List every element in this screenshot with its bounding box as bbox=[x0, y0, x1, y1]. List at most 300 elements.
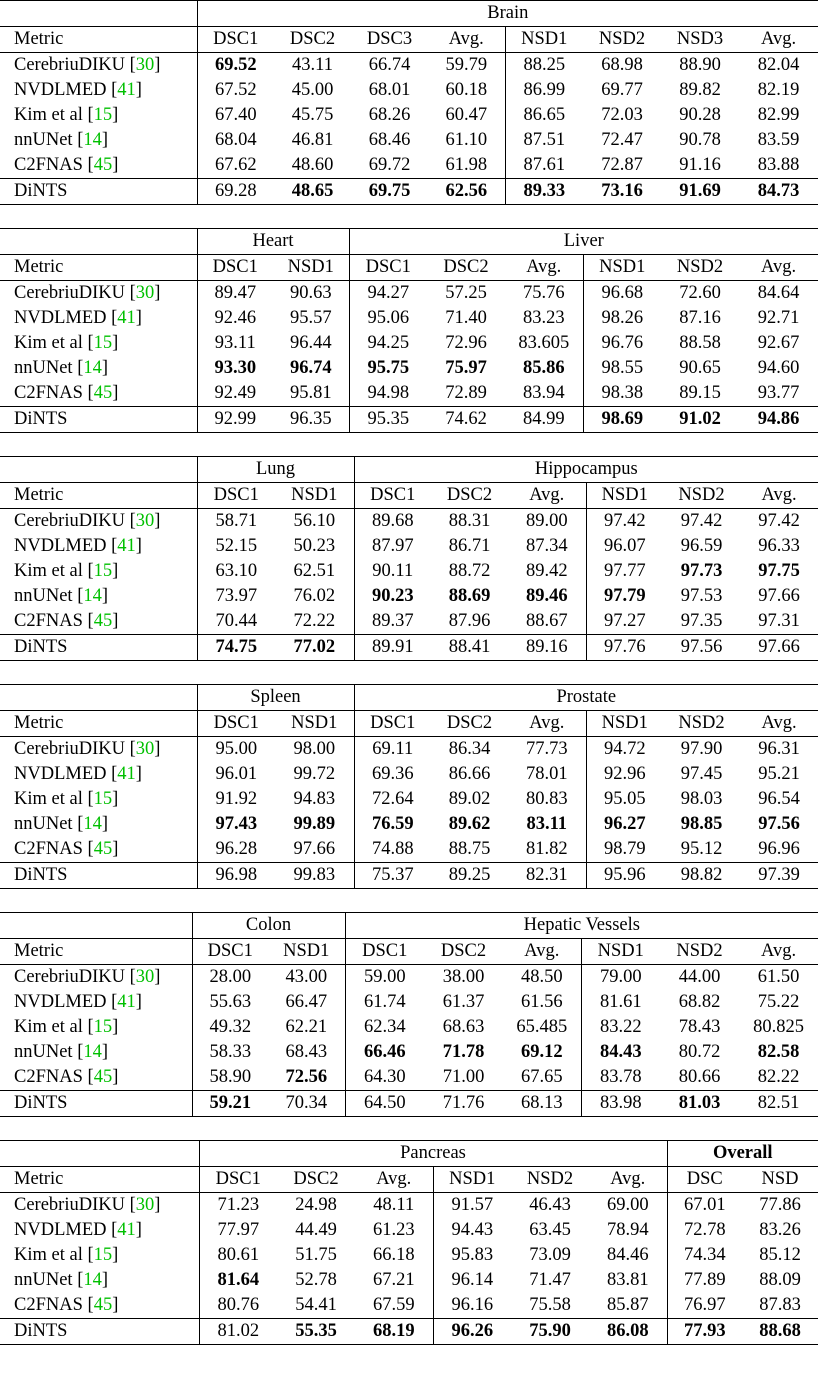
value-cell: 84.99 bbox=[505, 407, 583, 433]
value-cell: 63.45 bbox=[529, 1220, 571, 1240]
value-cell: 72.87 bbox=[601, 155, 643, 175]
method-name-cell bbox=[0, 179, 197, 205]
column-header: DSC2 bbox=[431, 711, 508, 737]
value-cell: 60.47 bbox=[445, 105, 488, 125]
table-row bbox=[0, 635, 818, 661]
table-row bbox=[0, 1065, 818, 1091]
value-cell: 96.74 bbox=[289, 358, 332, 378]
method-name-cell: nnUNet [14] bbox=[14, 358, 109, 378]
value-cell: 63.10 bbox=[197, 559, 275, 584]
citation-link[interactable]: 30 bbox=[135, 283, 155, 303]
column-header: Avg. bbox=[428, 27, 505, 53]
value-cell: 97.31 bbox=[758, 611, 800, 631]
citation-link[interactable]: 30 bbox=[135, 511, 155, 531]
method-name-cell bbox=[0, 1091, 192, 1117]
value-cell: 91.57 bbox=[433, 1193, 511, 1219]
citation-link[interactable]: 14 bbox=[83, 586, 102, 606]
method-name: CerebriuDIKU bbox=[14, 739, 125, 759]
table-row bbox=[0, 179, 818, 205]
citation-link[interactable]: 41 bbox=[117, 80, 136, 100]
value-cell: 58.33 bbox=[192, 1040, 268, 1065]
value-cell: 82.31 bbox=[508, 863, 586, 889]
value-cell: 70.44 bbox=[197, 609, 275, 635]
value-cell: 69.75 bbox=[351, 179, 428, 205]
value-cell: 72.96 bbox=[445, 333, 487, 353]
value-cell: 97.75 bbox=[758, 561, 800, 581]
value-cell: 62.56 bbox=[428, 179, 505, 205]
value-cell: 80.72 bbox=[678, 1042, 721, 1062]
value-cell: 67.59 bbox=[372, 1295, 415, 1315]
value-cell: 94.72 bbox=[586, 737, 663, 763]
citation-link[interactable]: 41 bbox=[117, 764, 136, 784]
column-header-row bbox=[0, 939, 818, 965]
value-cell: 76.02 bbox=[293, 586, 336, 606]
method-name: Kim et al bbox=[14, 333, 83, 353]
citation-link[interactable]: 45 bbox=[93, 383, 113, 403]
citation-link[interactable]: 41 bbox=[117, 992, 136, 1012]
citation-link[interactable]: 15 bbox=[93, 105, 113, 125]
value-cell: 97.43 bbox=[197, 812, 275, 837]
table-row bbox=[0, 356, 818, 381]
value-cell: 80.61 bbox=[199, 1243, 277, 1268]
table-row bbox=[0, 78, 818, 103]
value-cell: 90.63 bbox=[273, 281, 349, 307]
empty-corner-cell bbox=[0, 913, 192, 939]
value-cell: 48.65 bbox=[274, 179, 351, 205]
method-name: DiNTS bbox=[14, 865, 68, 885]
value-cell: 93.77 bbox=[757, 383, 800, 403]
value-cell: 72.60 bbox=[661, 281, 739, 307]
citation-link[interactable]: 15 bbox=[93, 561, 113, 581]
method-name: C2FNAS bbox=[14, 839, 83, 859]
citation-link[interactable]: 45 bbox=[93, 1295, 113, 1315]
value-cell: 54.41 bbox=[295, 1295, 337, 1315]
value-cell: 87.96 bbox=[448, 611, 491, 631]
method-name-cell: CerebriuDIKU [30] bbox=[0, 53, 197, 79]
value-cell: 59.00 bbox=[345, 965, 424, 991]
value-cell: 97.66 bbox=[758, 586, 800, 606]
value-cell: 48.60 bbox=[291, 155, 334, 175]
table-row bbox=[0, 534, 818, 559]
column-header: NSD1 bbox=[581, 939, 660, 965]
value-cell: 45.00 bbox=[291, 80, 334, 100]
method-name-cell: NVDLMED [41] bbox=[14, 764, 142, 784]
value-cell: 82.99 bbox=[757, 105, 800, 125]
value-cell: 96.28 bbox=[197, 837, 275, 863]
value-cell: 95.96 bbox=[586, 863, 663, 889]
method-name-cell: nnUNet [14] bbox=[14, 586, 109, 606]
value-cell: 98.79 bbox=[586, 837, 663, 863]
method-name: NVDLMED bbox=[14, 1220, 107, 1240]
column-header: NSD1 bbox=[586, 711, 663, 737]
value-cell: 72.78 bbox=[667, 1218, 742, 1243]
column-header: DSC2 bbox=[274, 27, 351, 53]
table-row bbox=[0, 306, 818, 331]
column-header: DSC1 bbox=[354, 711, 431, 737]
citation-link[interactable]: 41 bbox=[117, 308, 136, 328]
value-cell: 89.02 bbox=[448, 789, 491, 809]
citation-link[interactable]: 14 bbox=[83, 358, 102, 378]
value-cell: 96.16 bbox=[433, 1293, 511, 1319]
column-header-row bbox=[0, 1167, 818, 1193]
value-cell: 28.00 bbox=[192, 965, 268, 991]
group-header: Overall bbox=[667, 1141, 818, 1167]
citation-link[interactable]: 15 bbox=[93, 789, 113, 809]
value-cell: 95.83 bbox=[433, 1243, 511, 1268]
value-cell: 96.59 bbox=[680, 536, 723, 556]
empty-corner-cell bbox=[0, 1141, 199, 1167]
citation-link[interactable]: 14 bbox=[83, 814, 102, 834]
value-cell: 99.83 bbox=[275, 863, 354, 889]
citation-link[interactable]: 15 bbox=[93, 1017, 113, 1037]
method-name: CerebriuDIKU bbox=[14, 511, 125, 531]
column-header: Avg. bbox=[589, 1167, 667, 1193]
empty-corner-cell bbox=[0, 685, 197, 711]
group-header-row bbox=[0, 457, 818, 483]
value-cell: 94.25 bbox=[349, 331, 427, 356]
value-cell: 83.26 bbox=[759, 1220, 801, 1240]
value-cell: 95.75 bbox=[349, 356, 427, 381]
citation-link[interactable]: 41 bbox=[117, 1220, 136, 1240]
column-header: DSC3 bbox=[351, 27, 428, 53]
value-cell: 95.57 bbox=[289, 308, 332, 328]
group-header: Brain bbox=[197, 1, 818, 27]
value-cell: 97.35 bbox=[680, 611, 723, 631]
citation-link[interactable]: 45 bbox=[93, 839, 113, 859]
table-row bbox=[0, 762, 818, 787]
value-cell: 72.89 bbox=[445, 383, 487, 403]
method-name: Kim et al bbox=[14, 789, 83, 809]
citation-link[interactable]: 30 bbox=[135, 55, 155, 75]
group-header: Colon bbox=[192, 913, 345, 939]
value-cell: 69.11 bbox=[354, 737, 431, 763]
column-header: DSC2 bbox=[431, 483, 508, 509]
value-cell: 77.93 bbox=[667, 1319, 742, 1345]
value-cell: 84.43 bbox=[581, 1040, 660, 1065]
group-header-row bbox=[0, 1141, 818, 1167]
value-cell: 94.98 bbox=[349, 381, 427, 407]
value-cell: 71.40 bbox=[445, 308, 487, 328]
table-row bbox=[0, 609, 818, 635]
value-cell: 82.58 bbox=[757, 1042, 800, 1062]
value-cell: 87.16 bbox=[679, 308, 721, 328]
value-cell: 67.62 bbox=[197, 153, 274, 179]
value-cell: 87.61 bbox=[505, 153, 583, 179]
value-cell: 72.47 bbox=[601, 130, 643, 150]
value-cell: 96.76 bbox=[583, 331, 661, 356]
value-cell: 86.08 bbox=[589, 1319, 667, 1345]
column-header: DSC1 bbox=[192, 939, 268, 965]
citation-link[interactable]: 15 bbox=[93, 1245, 113, 1265]
value-cell: 89.91 bbox=[354, 635, 431, 661]
method-name-cell: CerebriuDIKU [30] bbox=[0, 509, 197, 535]
value-cell: 61.37 bbox=[442, 992, 485, 1012]
value-cell: 90.65 bbox=[679, 358, 721, 378]
value-cell: 69.52 bbox=[197, 53, 274, 79]
value-cell: 68.13 bbox=[503, 1091, 581, 1117]
value-cell: 90.11 bbox=[354, 559, 431, 584]
value-cell: 61.74 bbox=[345, 990, 424, 1015]
table-row bbox=[0, 1218, 818, 1243]
value-cell: 89.46 bbox=[525, 586, 568, 606]
value-cell: 83.23 bbox=[522, 308, 565, 328]
method-name-cell: CerebriuDIKU [30] bbox=[0, 737, 197, 763]
value-cell: 67.52 bbox=[197, 78, 274, 103]
metric-header: Metric bbox=[0, 1167, 199, 1193]
value-cell: 88.75 bbox=[448, 839, 491, 859]
value-cell: 95.81 bbox=[289, 383, 332, 403]
method-name: nnUNet bbox=[14, 1270, 73, 1290]
column-header: NSD bbox=[742, 1167, 818, 1193]
method-name-cell: C2FNAS [45] bbox=[14, 1067, 119, 1087]
metric-header: Metric bbox=[0, 255, 197, 281]
value-cell: 92.46 bbox=[197, 306, 273, 331]
value-cell: 96.68 bbox=[583, 281, 661, 307]
value-cell: 59.79 bbox=[428, 53, 505, 79]
value-cell: 96.35 bbox=[273, 407, 349, 433]
value-cell: 62.51 bbox=[293, 561, 336, 581]
method-name: Kim et al bbox=[14, 1017, 83, 1037]
value-cell: 94.83 bbox=[293, 789, 336, 809]
table-row bbox=[0, 103, 818, 128]
value-cell: 67.21 bbox=[372, 1270, 415, 1290]
group-header: Hippocampus bbox=[354, 457, 818, 483]
value-cell: 73.09 bbox=[529, 1245, 571, 1265]
table-row bbox=[0, 1293, 818, 1319]
value-cell: 51.75 bbox=[295, 1245, 337, 1265]
value-cell: 77.73 bbox=[508, 737, 586, 763]
column-header: NSD2 bbox=[661, 255, 739, 281]
citation-link[interactable]: 30 bbox=[135, 1195, 155, 1215]
value-cell: 69.72 bbox=[368, 155, 411, 175]
value-cell: 92.96 bbox=[586, 762, 663, 787]
column-header: DSC2 bbox=[277, 1167, 355, 1193]
value-cell: 98.85 bbox=[680, 814, 723, 834]
value-cell: 96.98 bbox=[197, 863, 275, 889]
value-cell: 66.46 bbox=[345, 1040, 424, 1065]
value-cell: 92.49 bbox=[197, 381, 273, 407]
value-cell: 91.69 bbox=[661, 179, 739, 205]
method-name-cell: Kim et al [15] bbox=[14, 1245, 119, 1265]
group-header: Hepatic Vessels bbox=[345, 913, 818, 939]
value-cell: 85.86 bbox=[522, 358, 565, 378]
value-cell: 75.22 bbox=[757, 992, 800, 1012]
value-cell: 80.825 bbox=[753, 1017, 804, 1037]
table-row bbox=[0, 381, 818, 407]
method-name-cell: nnUNet [14] bbox=[14, 1270, 109, 1290]
value-cell: 68.63 bbox=[442, 1017, 485, 1037]
column-header: Avg. bbox=[739, 255, 818, 281]
value-cell: 97.76 bbox=[586, 635, 663, 661]
column-header: NSD1 bbox=[583, 255, 661, 281]
column-header: DSC1 bbox=[345, 939, 424, 965]
value-cell: 68.01 bbox=[368, 80, 411, 100]
value-cell: 48.11 bbox=[355, 1193, 433, 1219]
citation-link[interactable]: 14 bbox=[83, 1270, 102, 1290]
table-row bbox=[0, 812, 818, 837]
method-name: nnUNet bbox=[14, 130, 73, 150]
value-cell: 75.58 bbox=[529, 1295, 571, 1315]
value-cell: 86.71 bbox=[448, 536, 491, 556]
method-name: CerebriuDIKU bbox=[14, 1195, 125, 1215]
value-cell: 46.81 bbox=[291, 130, 334, 150]
value-cell: 87.83 bbox=[759, 1295, 801, 1315]
value-cell: 84.64 bbox=[739, 281, 818, 307]
group-header-row bbox=[0, 685, 818, 711]
value-cell: 89.47 bbox=[197, 281, 273, 307]
value-cell: 38.00 bbox=[424, 965, 503, 991]
method-name-cell: C2FNAS [45] bbox=[14, 839, 119, 859]
column-header: DSC2 bbox=[424, 939, 503, 965]
value-cell: 98.69 bbox=[583, 407, 661, 433]
value-cell: 71.78 bbox=[442, 1042, 485, 1062]
metric-header: Metric bbox=[0, 483, 197, 509]
column-header-row bbox=[0, 255, 818, 281]
value-cell: 94.86 bbox=[739, 407, 818, 433]
value-cell: 88.41 bbox=[431, 635, 508, 661]
value-cell: 69.28 bbox=[197, 179, 274, 205]
value-cell: 99.89 bbox=[293, 814, 336, 834]
value-cell: 88.25 bbox=[505, 53, 583, 79]
value-cell: 76.97 bbox=[667, 1293, 742, 1319]
value-cell: 64.50 bbox=[345, 1091, 424, 1117]
value-cell: 91.02 bbox=[661, 407, 739, 433]
method-name: C2FNAS bbox=[14, 1295, 83, 1315]
group-header-row bbox=[0, 1, 818, 27]
value-cell: 98.82 bbox=[663, 863, 740, 889]
value-cell: 43.00 bbox=[268, 965, 345, 991]
value-cell: 50.23 bbox=[293, 536, 336, 556]
group-header: Spleen bbox=[197, 685, 354, 711]
value-cell: 95.35 bbox=[349, 407, 427, 433]
value-cell: 97.66 bbox=[740, 635, 818, 661]
table-row bbox=[0, 1040, 818, 1065]
value-cell: 97.42 bbox=[663, 509, 740, 535]
table-row bbox=[0, 509, 818, 535]
value-cell: 97.73 bbox=[680, 561, 723, 581]
value-cell: 92.71 bbox=[757, 308, 800, 328]
method-name-cell: NVDLMED [41] bbox=[14, 992, 142, 1012]
column-header: DSC bbox=[667, 1167, 742, 1193]
value-cell: 97.42 bbox=[740, 509, 818, 535]
value-cell: 95.00 bbox=[197, 737, 275, 763]
table-row bbox=[0, 990, 818, 1015]
method-name-cell: NVDLMED [41] bbox=[14, 536, 142, 556]
method-name-cell: NVDLMED [41] bbox=[14, 308, 142, 328]
citation-link[interactable]: 41 bbox=[117, 536, 136, 556]
value-cell: 84.73 bbox=[739, 179, 818, 205]
value-cell: 82.22 bbox=[757, 1067, 800, 1087]
value-cell: 98.38 bbox=[583, 381, 661, 407]
method-name-cell: CerebriuDIKU [30] bbox=[0, 1193, 199, 1219]
value-cell: 96.54 bbox=[758, 789, 800, 809]
citation-link[interactable]: 14 bbox=[83, 130, 102, 150]
group-header-row bbox=[0, 229, 818, 255]
value-cell: 71.47 bbox=[529, 1270, 571, 1290]
group-header: Prostate bbox=[354, 685, 818, 711]
value-cell: 46.43 bbox=[511, 1193, 589, 1219]
value-cell: 78.94 bbox=[606, 1220, 649, 1240]
value-cell: 83.59 bbox=[757, 130, 800, 150]
column-header: NSD1 bbox=[275, 483, 354, 509]
value-cell: 94.60 bbox=[757, 358, 800, 378]
value-cell: 80.66 bbox=[678, 1067, 721, 1087]
value-cell: 88.72 bbox=[448, 561, 491, 581]
column-header: DSC1 bbox=[349, 255, 427, 281]
empty-corner-cell bbox=[0, 1, 197, 27]
column-header: DSC1 bbox=[197, 27, 274, 53]
value-cell: 96.01 bbox=[197, 762, 275, 787]
results-table bbox=[0, 684, 818, 889]
citation-link[interactable]: 30 bbox=[135, 967, 155, 987]
value-cell: 82.51 bbox=[739, 1091, 818, 1117]
table-row bbox=[0, 737, 818, 763]
value-cell: 81.61 bbox=[581, 990, 660, 1015]
table-row bbox=[0, 584, 818, 609]
value-cell: 93.30 bbox=[197, 356, 273, 381]
value-cell: 98.26 bbox=[583, 306, 661, 331]
value-cell: 73.16 bbox=[583, 179, 661, 205]
value-cell: 87.51 bbox=[505, 128, 583, 153]
table-row bbox=[0, 407, 818, 433]
value-cell: 71.76 bbox=[424, 1091, 503, 1117]
column-header: NSD1 bbox=[275, 711, 354, 737]
value-cell: 43.11 bbox=[274, 53, 351, 79]
value-cell: 83.81 bbox=[606, 1270, 649, 1290]
value-cell: 83.94 bbox=[522, 383, 565, 403]
column-header: Avg. bbox=[508, 711, 586, 737]
column-header: NSD1 bbox=[586, 483, 663, 509]
method-name: Kim et al bbox=[14, 105, 83, 125]
citation-link[interactable]: 45 bbox=[93, 155, 113, 175]
value-cell: 88.69 bbox=[448, 586, 491, 606]
table-row bbox=[0, 965, 818, 991]
value-cell: 80.76 bbox=[199, 1293, 277, 1319]
method-name: NVDLMED bbox=[14, 764, 107, 784]
value-cell: 72.56 bbox=[285, 1067, 328, 1087]
method-name: CerebriuDIKU bbox=[14, 283, 125, 303]
citation-link[interactable]: 15 bbox=[93, 333, 113, 353]
method-name: DiNTS bbox=[14, 409, 68, 429]
value-cell: 75.90 bbox=[511, 1319, 589, 1345]
citation-link[interactable]: 45 bbox=[93, 611, 113, 631]
citation-link[interactable]: 45 bbox=[93, 1067, 113, 1087]
table-row bbox=[0, 331, 818, 356]
value-cell: 87.97 bbox=[354, 534, 431, 559]
value-cell: 59.21 bbox=[192, 1091, 268, 1117]
table-row bbox=[0, 559, 818, 584]
value-cell: 96.96 bbox=[758, 839, 800, 859]
method-name-cell: nnUNet [14] bbox=[14, 814, 109, 834]
value-cell: 95.21 bbox=[758, 764, 800, 784]
value-cell: 66.18 bbox=[372, 1245, 415, 1265]
method-name: NVDLMED bbox=[14, 992, 107, 1012]
column-header: NSD3 bbox=[661, 27, 739, 53]
value-cell: 77.02 bbox=[275, 635, 354, 661]
value-cell: 79.00 bbox=[581, 965, 660, 991]
value-cell: 68.43 bbox=[285, 1042, 328, 1062]
column-header: DSC1 bbox=[199, 1167, 277, 1193]
results-table bbox=[0, 228, 818, 433]
value-cell: 73.97 bbox=[197, 584, 275, 609]
value-cell: 92.99 bbox=[197, 407, 273, 433]
value-cell: 82.04 bbox=[739, 53, 818, 79]
value-cell: 86.34 bbox=[431, 737, 508, 763]
citation-link[interactable]: 14 bbox=[83, 1042, 102, 1062]
method-name-cell: Kim et al [15] bbox=[14, 1017, 119, 1037]
method-name: NVDLMED bbox=[14, 536, 107, 556]
citation-link[interactable]: 30 bbox=[135, 739, 155, 759]
